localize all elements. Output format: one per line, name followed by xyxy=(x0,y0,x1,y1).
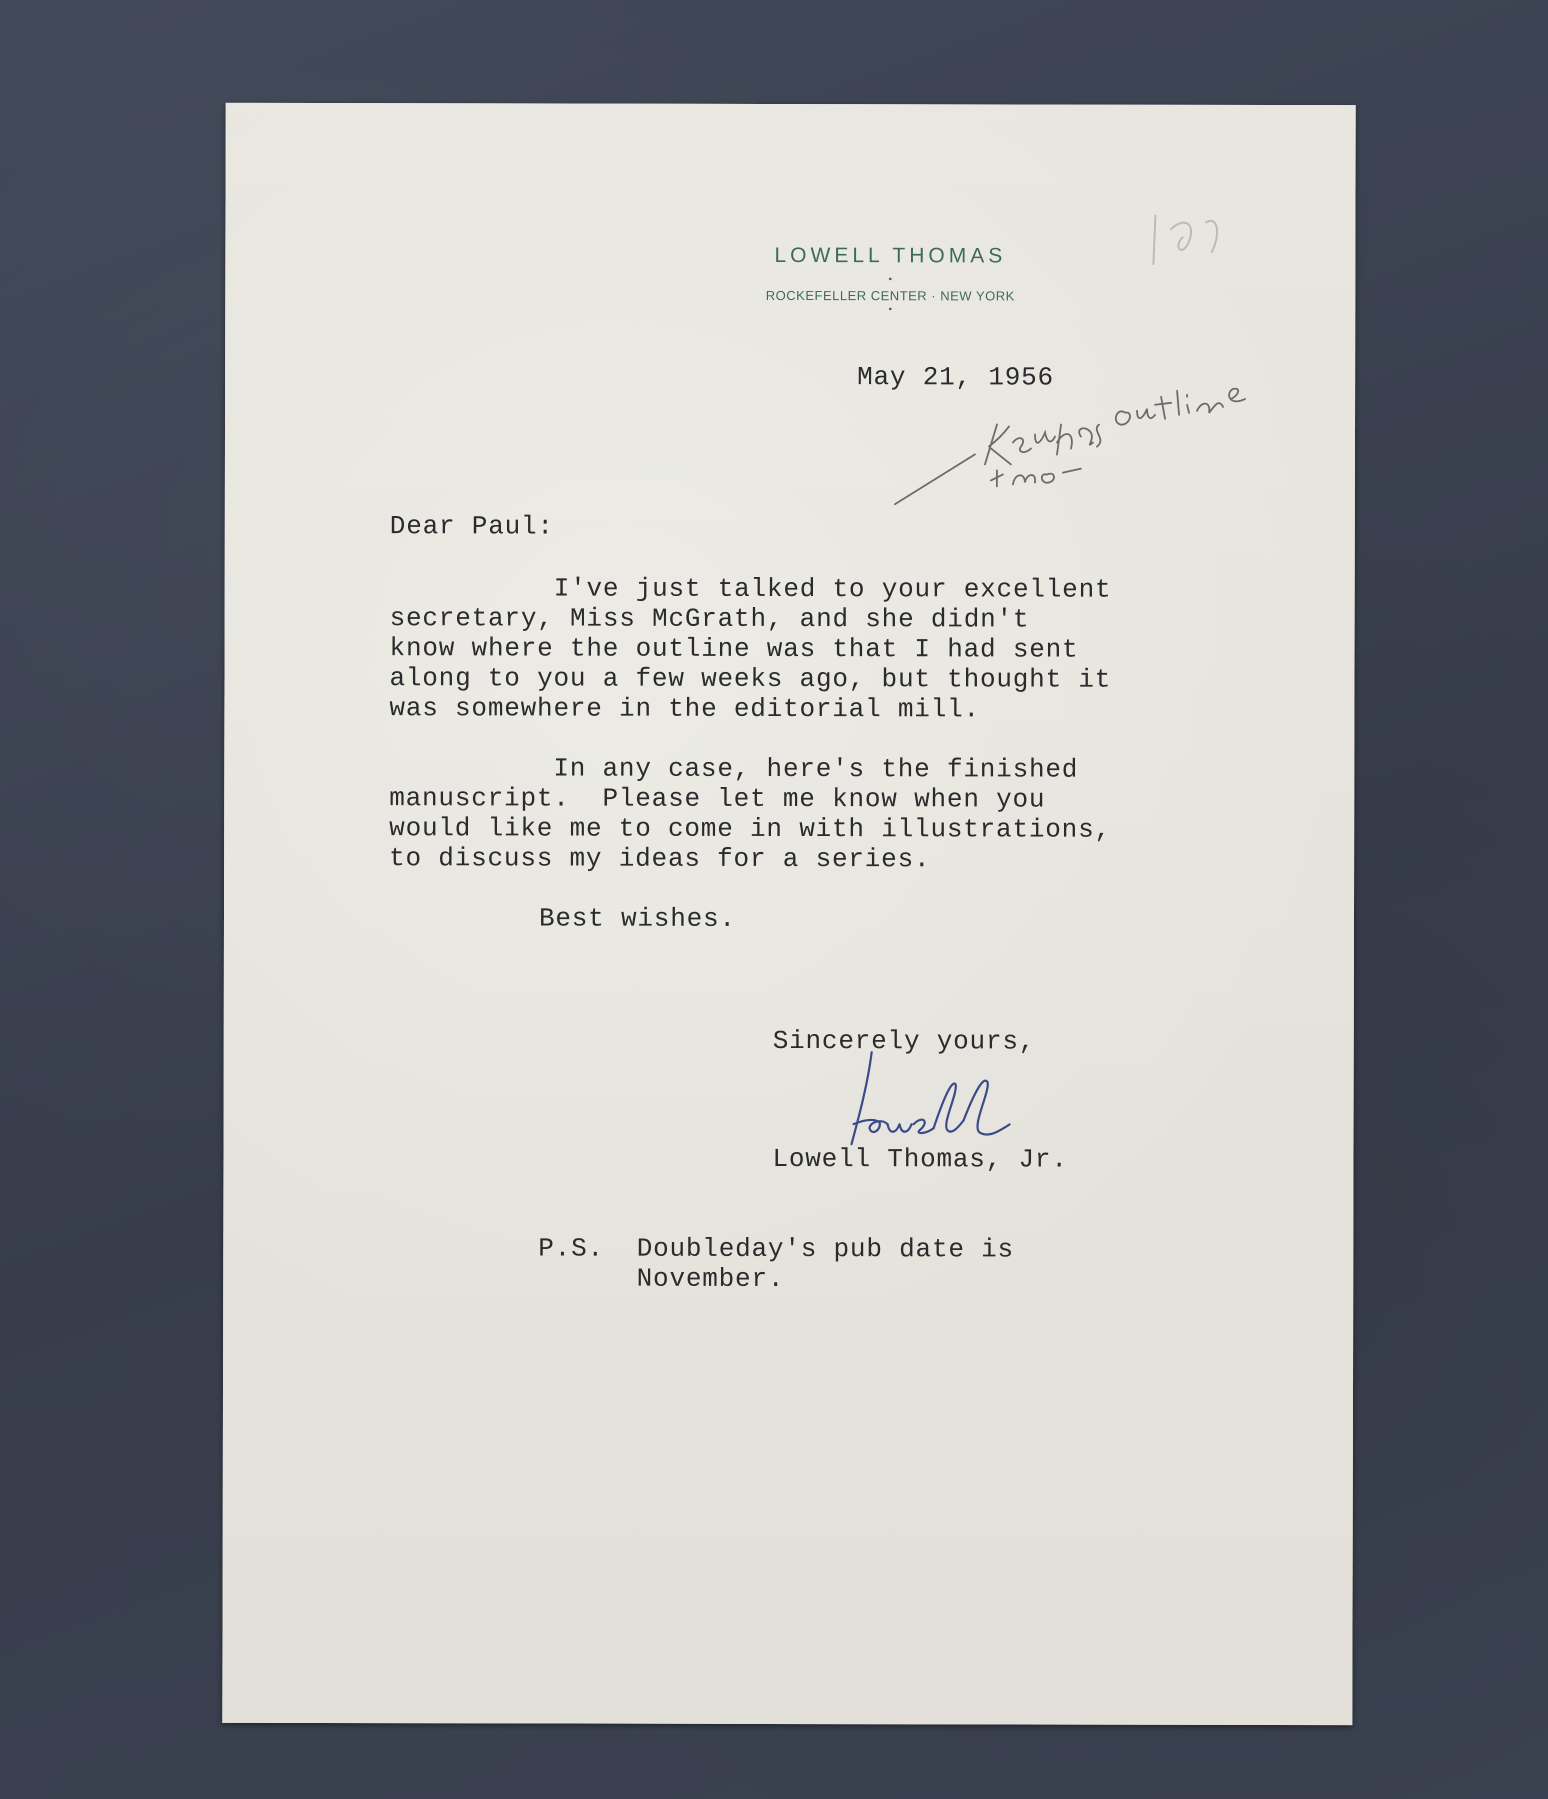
postscript-line1: P.S. Doubleday's pub date is xyxy=(538,1233,1015,1265)
salutation: Dear Paul: xyxy=(389,511,554,542)
handwritten-pencil-note xyxy=(885,314,1285,515)
body-p1-line4: along to you a few weeks ago, but thought it xyxy=(389,663,1112,695)
body-p2-line3: would like me to come in with illustrations, xyxy=(389,813,1111,845)
letterhead-name: LOWELL THOMAS xyxy=(774,243,1007,268)
closing: Sincerely yours, xyxy=(772,1025,1036,1057)
letterhead-dot: • xyxy=(888,274,893,286)
body-p1-line3: know where the outline was that I had sent xyxy=(389,633,1079,665)
postscript-line2: November. xyxy=(538,1263,785,1294)
letterhead-dot-lower: • xyxy=(888,304,893,316)
letter-sheet xyxy=(222,103,1355,1725)
body-p2-line4: to discuss my ideas for a series. xyxy=(389,843,931,875)
body-p2-line2: manuscript. Please let me know when you xyxy=(389,783,1046,815)
body-p2-line1: In any case, here's the finished xyxy=(389,753,1079,785)
handwritten-signature xyxy=(823,1044,1043,1154)
signer-name: Lowell Thomas, Jr. xyxy=(772,1143,1068,1175)
letterhead-address: ROCKEFELLER CENTER · NEW YORK xyxy=(765,287,1015,304)
best-wishes: Best wishes. xyxy=(538,903,736,934)
body-p1-line1: I've just talked to your excellent xyxy=(389,573,1112,605)
body-p1-line5: was somewhere in the editorial mill. xyxy=(389,693,980,725)
body-p1-line2: secretary, Miss McGrath, and she didn't xyxy=(389,603,1030,635)
letter-date: May 21, 1956 xyxy=(857,362,1054,393)
pencil-corner-mark xyxy=(1125,205,1245,285)
